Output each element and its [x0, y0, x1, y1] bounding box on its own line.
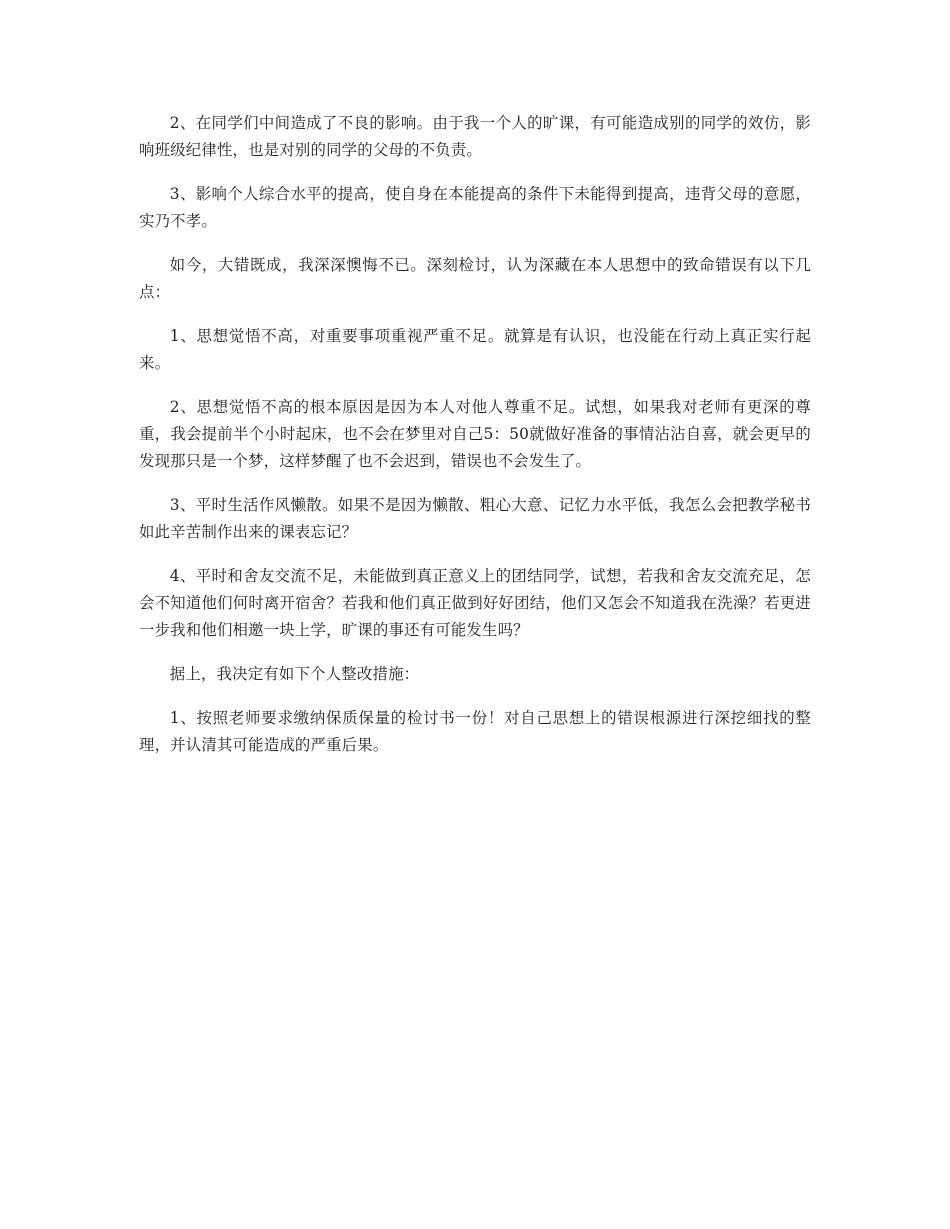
paragraph: 3、影响个人综合水平的提高，使自身在本能提高的条件下未能得到提高，违背父母的意愿，实乃不孝。 [139, 185, 811, 230]
document-body [139, 110, 811, 776]
paragraph: 2、在同学们中间造成了不良的影响。由于我一个人的旷课，有可能造成别的同学的效仿，影响班级纪律性，也是对别的同学的父母的不负责。 [139, 114, 811, 159]
paragraph: 3、平时生活作风懒散。如果不是因为懒散、粗心大意、记忆力水平低，我怎么会把教学秘书如此辛苦制作出来的课表忘记？ [139, 496, 811, 541]
paragraph: 据上，我决定有如下个人整改措施： [169, 665, 420, 683]
paragraph: 1、按照老师要求缴纳保质保量的检讨书一份！对自己思想上的错误根源进行深挖细找的整理，并认清其可能造成的严重后果。 [139, 709, 811, 754]
paragraph: 2、思想觉悟不高的根本原因是因为本人对他人尊重不足。试想，如果我对老师有更深的尊重，我会提前半个小时起床，也不会在梦里对自己5：50就做好准备的事情沾沾自喜，就会更早的发现那只是一个梦，这样梦醒了也不会迟到，错误也不会发生了。 [139, 398, 811, 470]
paragraph: 如今，大错既成，我深深懊悔不已。深刻检讨，认为深藏在本人思想中的致命错误有以下几点： [139, 256, 811, 301]
paragraph: 1、思想觉悟不高，对重要事项重视严重不足。就算是有认识，也没能在行动上真正实行起来。 [139, 327, 811, 372]
paragraph: 4、平时和舍友交流不足，未能做到真正意义上的团结同学，试想，若我和舍友交流充足，怎会不知道他们何时离开宿舍？若我和他们真正做到好好团结，他们又怎会不知道我在洗澡？若更进一步我和他们相邀一块上学，旷课的事还有可能发生吗？ [139, 567, 811, 639]
